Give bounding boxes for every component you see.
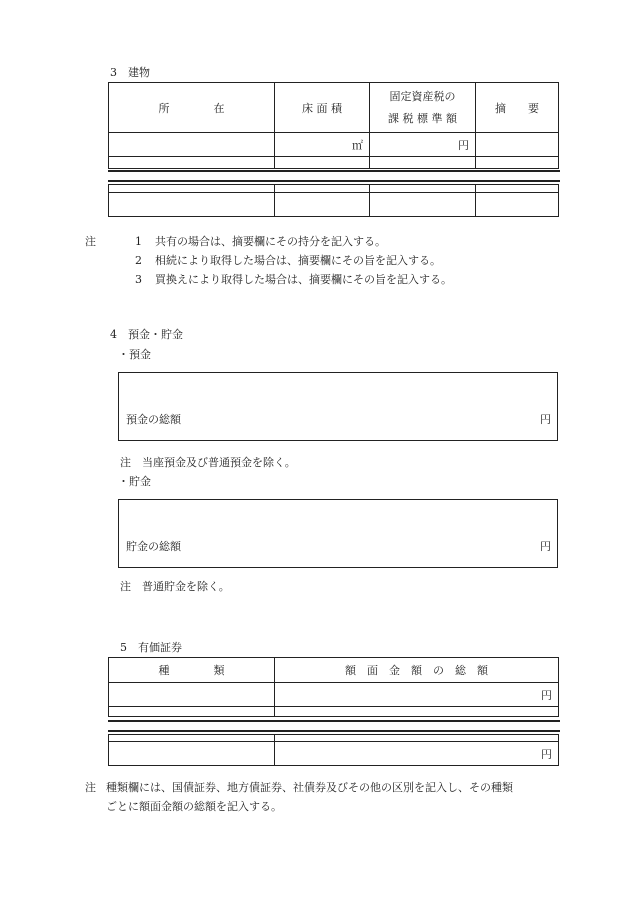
table-row (109, 735, 559, 742)
securities-note-line2: ごとに額面金額の総額を記入する。 (106, 800, 282, 813)
yen-unit: 円 (541, 688, 552, 702)
building-table-header (108, 82, 559, 169)
note-number: 1 (135, 235, 142, 248)
securities-note-label: 注 (85, 781, 96, 794)
header-face-value: 額 面 金 額 の 総 額 (275, 658, 559, 683)
table-row (109, 193, 559, 217)
building-table-footer (108, 184, 559, 217)
cell-location[interactable] (109, 133, 275, 157)
header-assessed-line1: 固定資産税の (389, 89, 456, 103)
table-row (109, 683, 559, 707)
note-number: 3 (135, 273, 142, 286)
table-row (109, 133, 559, 157)
cell-floor-area[interactable] (275, 133, 370, 157)
building-heading: 3 建物 (110, 66, 150, 79)
yen-unit: 円 (458, 138, 469, 152)
header-floor-area: 床 面 積 (275, 83, 370, 133)
continuation-line (108, 170, 560, 172)
securities-table-footer (108, 734, 559, 766)
cell-remarks[interactable] (476, 133, 559, 157)
header-type: 種 類 (109, 658, 275, 683)
deposit-subheading: ・預金 (118, 348, 151, 361)
continuation-line (108, 730, 560, 732)
savings-unit: 円 (540, 540, 551, 553)
savings-note-label: 注 (120, 580, 131, 593)
area-unit: ㎡ (352, 138, 363, 152)
deposit-total-label: 預金の総額 (126, 413, 181, 426)
savings-note: 普通貯金を除く。 (142, 580, 230, 593)
table-row (109, 707, 559, 717)
deposit-note-label: 注 (120, 456, 131, 469)
note-text: 共有の場合は、摘要欄にその持分を記入する。 (155, 235, 386, 248)
securities-heading: 5 有価証券 (120, 641, 182, 654)
deposits-heading: 4 預金・貯金 (110, 328, 183, 341)
note-text: 相続により取得した場合は、摘要欄にその旨を記入する。 (155, 254, 441, 267)
table-row (109, 185, 559, 193)
header-location: 所 在 (109, 83, 275, 133)
header-assessed-value (370, 83, 476, 133)
savings-subheading: ・貯金 (118, 475, 151, 488)
header-assessed-line2: 課 税 標 準 額 (388, 111, 457, 125)
note-number: 2 (135, 254, 142, 267)
savings-total-label: 貯金の総額 (126, 540, 181, 553)
savings-box[interactable] (118, 499, 558, 568)
table-row (109, 742, 559, 766)
cell-type[interactable] (109, 683, 275, 707)
securities-note-line1: 種類欄には、国債証券、地方債証券、社債券及びその他の区別を記入し、その種類 (106, 781, 513, 794)
header-remarks: 摘 要 (476, 83, 559, 133)
deposit-unit: 円 (540, 413, 551, 426)
continuation-line (108, 720, 560, 722)
note-label: 注 (85, 235, 96, 248)
yen-unit: 円 (541, 747, 552, 761)
table-row (109, 157, 559, 169)
securities-table-header (108, 657, 559, 717)
deposit-box[interactable] (118, 372, 558, 441)
cell-face-value[interactable] (275, 683, 559, 707)
note-text: 買換えにより取得した場合は、摘要欄にその旨を記入する。 (155, 273, 452, 286)
cell-assessed-value[interactable] (370, 133, 476, 157)
deposit-note: 当座預金及び普通預金を除く。 (142, 456, 296, 469)
continuation-line (108, 180, 560, 182)
